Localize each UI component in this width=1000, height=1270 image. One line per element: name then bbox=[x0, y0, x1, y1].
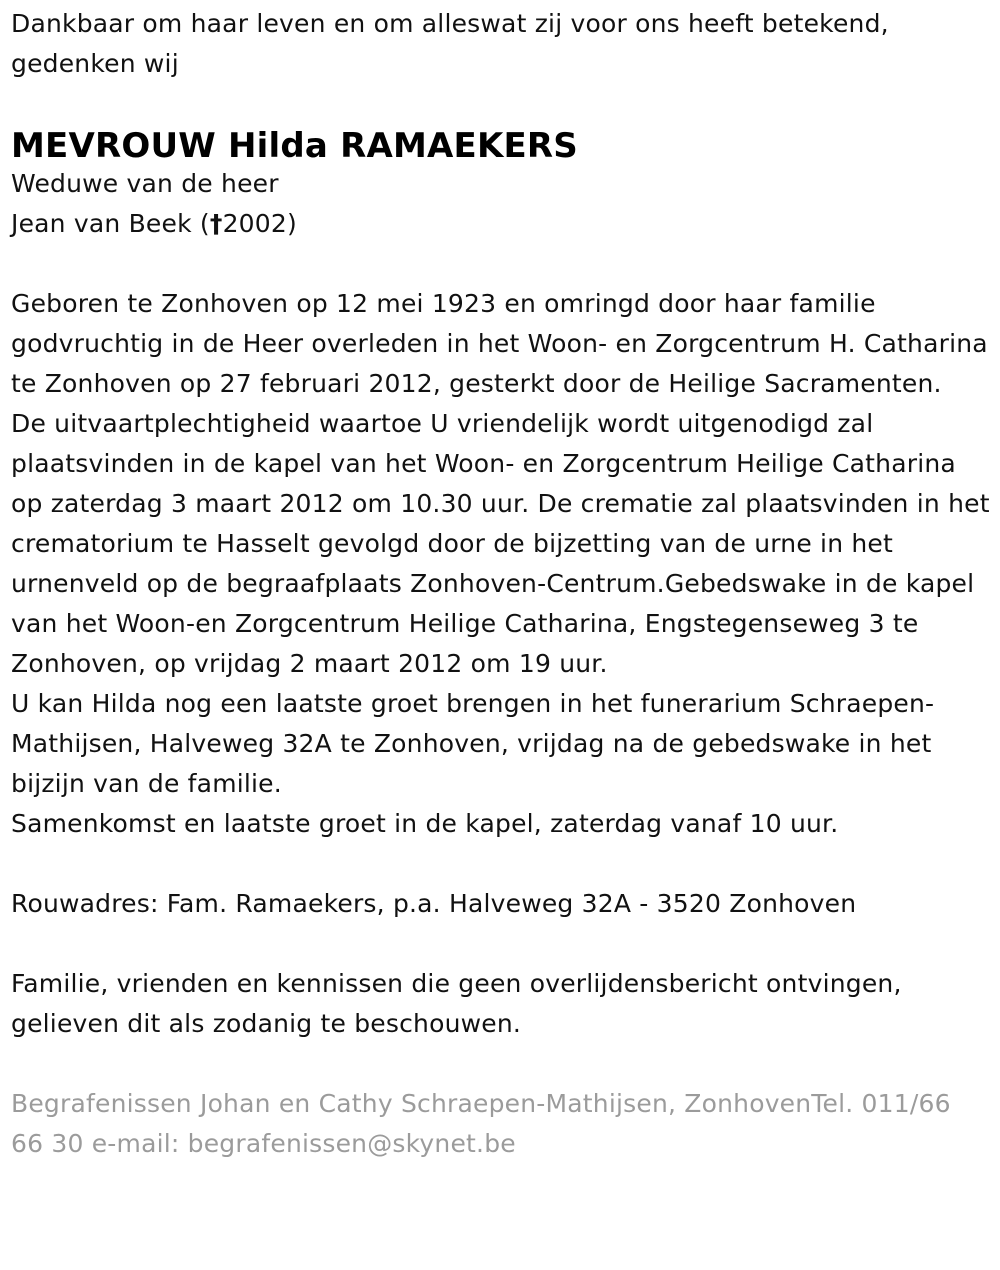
closing-paragraph: Familie, vrienden en kennissen die geen overlijdensbericht ontvingen, gelieven dit als zodanig te beschouwen. bbox=[11, 969, 902, 1038]
cross-icon: † bbox=[209, 209, 223, 238]
spouse-name: Jean van Beek ( bbox=[11, 209, 210, 238]
spouse-death-year: 2002) bbox=[222, 209, 297, 238]
funeral-paragraph: De uitvaartplechtigheid waartoe U vriendelijk wordt uitgenodigd zal plaatsvinden in de kapel van het Woon- en Zorgcentrum Heilige Catharina op zaterdag 3 maart 2012 om 10.30 uur. De crematie zal plaatsvinden in het crematorium te Hasselt gevolgd door de bijzetting van de urne in het urnenveld op de begraafplaats Zonhoven-Centrum.Gebedswake in de kapel van het Woon-en Zorgcentrum Heilige Catharina, Engstegenseweg 3 te Zonhoven, op vrijdag 2 maart 2012 om 19 uur. bbox=[11, 409, 990, 678]
funeral-home-footer: Begrafenissen Johan en Cathy Schraepen-Mathijsen, ZonhovenTel. 011/66 66 30 e-mail: begrafenissen@skynet.be bbox=[11, 1089, 951, 1158]
last-greeting-paragraph: U kan Hilda nog een laatste groet brengen in het funerarium Schraepen-Mathijsen, Halveweg 32A te Zonhoven, vrijdag na de gebedswake in het bijzijn van de familie. bbox=[11, 689, 935, 798]
gathering-paragraph: Samenkomst en laatste groet in de kapel, zaterdag vanaf 10 uur. bbox=[11, 809, 839, 838]
mourning-address: Rouwadres: Fam. Ramaekers, p.a. Halveweg 32A - 3520 Zonhoven bbox=[11, 889, 857, 918]
obituary-notice bbox=[11, 4, 991, 1164]
spouse-line-2 bbox=[11, 204, 991, 244]
birth-death-paragraph: Geboren te Zonhoven op 12 mei 1923 en omringd door haar familie godvruchtig in de Heer overleden in het Woon- en Zorgcentrum H. Catharina te Zonhoven op 27 februari 2012, gesterkt door de Heilige Sacramenten. bbox=[11, 289, 988, 398]
spacer bbox=[11, 244, 991, 284]
intro-text: Dankbaar om haar leven en om alleswat zij voor ons heeft betekend, gedenken wij bbox=[11, 9, 889, 78]
spacer bbox=[11, 924, 991, 964]
spacer bbox=[11, 1044, 991, 1084]
spacer bbox=[11, 844, 991, 884]
spouse-line-1: Weduwe van de heer bbox=[11, 169, 279, 198]
deceased-name: MEVROUW Hilda RAMAEKERS bbox=[11, 126, 578, 166]
